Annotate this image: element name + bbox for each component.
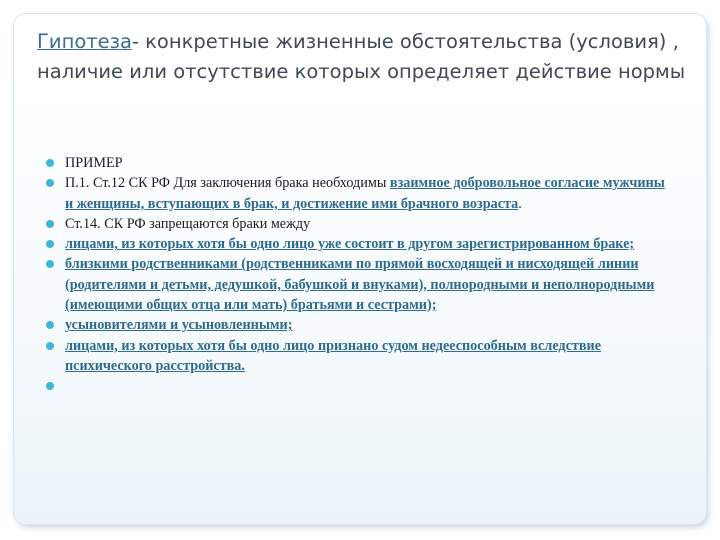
bullet-link[interactable]: лицами, из которых хотя бы одно лицо признано судом недееспособным вследствие психического расстройства. [65,337,602,374]
bullet-item [46,234,676,254]
bullet-icon [46,321,54,329]
bullet-link[interactable]: близкими родственниками (родственниками по прямой восходящей и нисходящей линии (родителями и детьми, дедушкой, бабушкой и внуками), полнородными и неполнородными (имеющими общих отца или мать) братьями и сестрами); [65,256,655,314]
bullet-icon [46,260,54,268]
slide-title [37,27,687,87]
bullet-item [46,315,676,335]
bullet-item [46,254,676,315]
bullet-text: П.1. Ст.12 СК РФ Для заключения брака необходимы [65,175,390,192]
bullet-text: ПРИМЕР [65,155,123,171]
bullet-icon [46,240,54,248]
bullet-item [46,153,676,173]
bullet-link[interactable]: лицами, из которых хотя бы одно лицо уже состоит в другом зарегистрированном браке; [65,236,635,253]
title-term: Гипотеза [37,30,132,53]
bullet-icon [46,159,54,167]
bullet-list [46,153,676,376]
bullet-item [46,173,676,214]
bullet-link[interactable]: усыновителями и усыновленными; [65,317,293,334]
bullet-text: Ст.14. СК РФ запрещаются браки между [65,215,311,232]
title-definition: - конкретные жизненные обстоятельства (условия) , наличие или отсутствие которых определяет действие нормы [37,30,686,83]
bullet-icon [46,220,54,228]
bullet-text-tail: . [518,195,522,212]
bullet-link[interactable]: взаимное добровольное согласие мужчины и женщины, вступающих в брак, и достижение ими брачного возраста [65,175,665,212]
bullet-icon [46,179,54,187]
bullet-item [46,336,676,377]
bullet-item [46,214,676,234]
bullet-icon [46,342,54,350]
